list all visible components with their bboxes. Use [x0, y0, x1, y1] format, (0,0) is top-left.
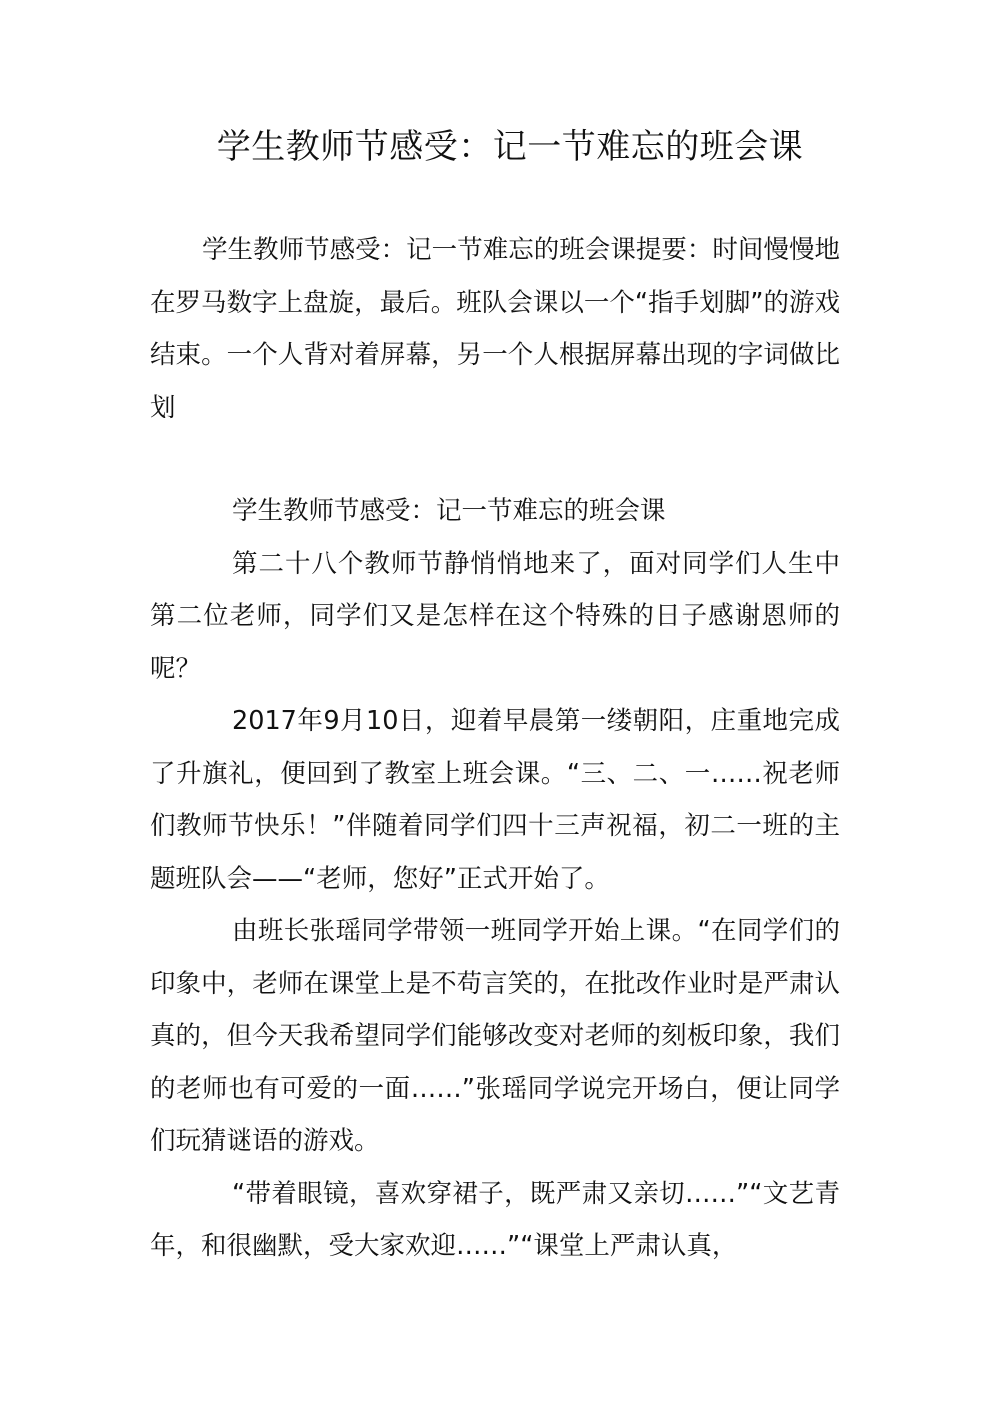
article-heading: 学生教师节感受：记一节难忘的班会课	[232, 496, 666, 526]
article-body	[150, 485, 840, 1273]
paragraph: 由班长张瑶同学带领一班同学开始上课。“在同学们的印象中，老师在课堂上是不苟言笑的，在批改作业时是严肃认真的，但今天我希望同学们能够改变对老师的刻板印象，我们的老师也有可爱的一面……”张瑶同学说完开场白，便让同学们玩猜谜语的游戏。	[150, 916, 840, 1156]
summary-paragraph: 学生教师节感受：记一节难忘的班会课提要：时间慢慢地在罗马数字上盘旋，最后。班队会课以一个“指手划脚”的游戏结束。一个人背对着屏幕，另一个人根据屏幕出现的字词做比划	[150, 235, 840, 423]
paragraph: 第二十八个教师节静悄悄地来了，面对同学们人生中第二位老师，同学们又是怎样在这个特殊的日子感谢恩师的呢？	[150, 548, 840, 684]
paragraph: “带着眼镜，喜欢穿裙子，既严肃又亲切……”“文艺青年，和很幽默，受大家欢迎……”“课堂上严肃认真，	[150, 1178, 840, 1261]
document-title: 学生教师节感受：记一节难忘的班会课	[216, 127, 804, 167]
paragraph: 2017年9月10日，迎着早晨第一缕朝阳，庄重地完成了升旗礼，便回到了教室上班会课。“三、二、一……祝老师们教师节快乐！”伴随着同学们四十三声祝福，初二一班的主题班队会——“老师，您好”正式开始了。	[150, 706, 840, 894]
